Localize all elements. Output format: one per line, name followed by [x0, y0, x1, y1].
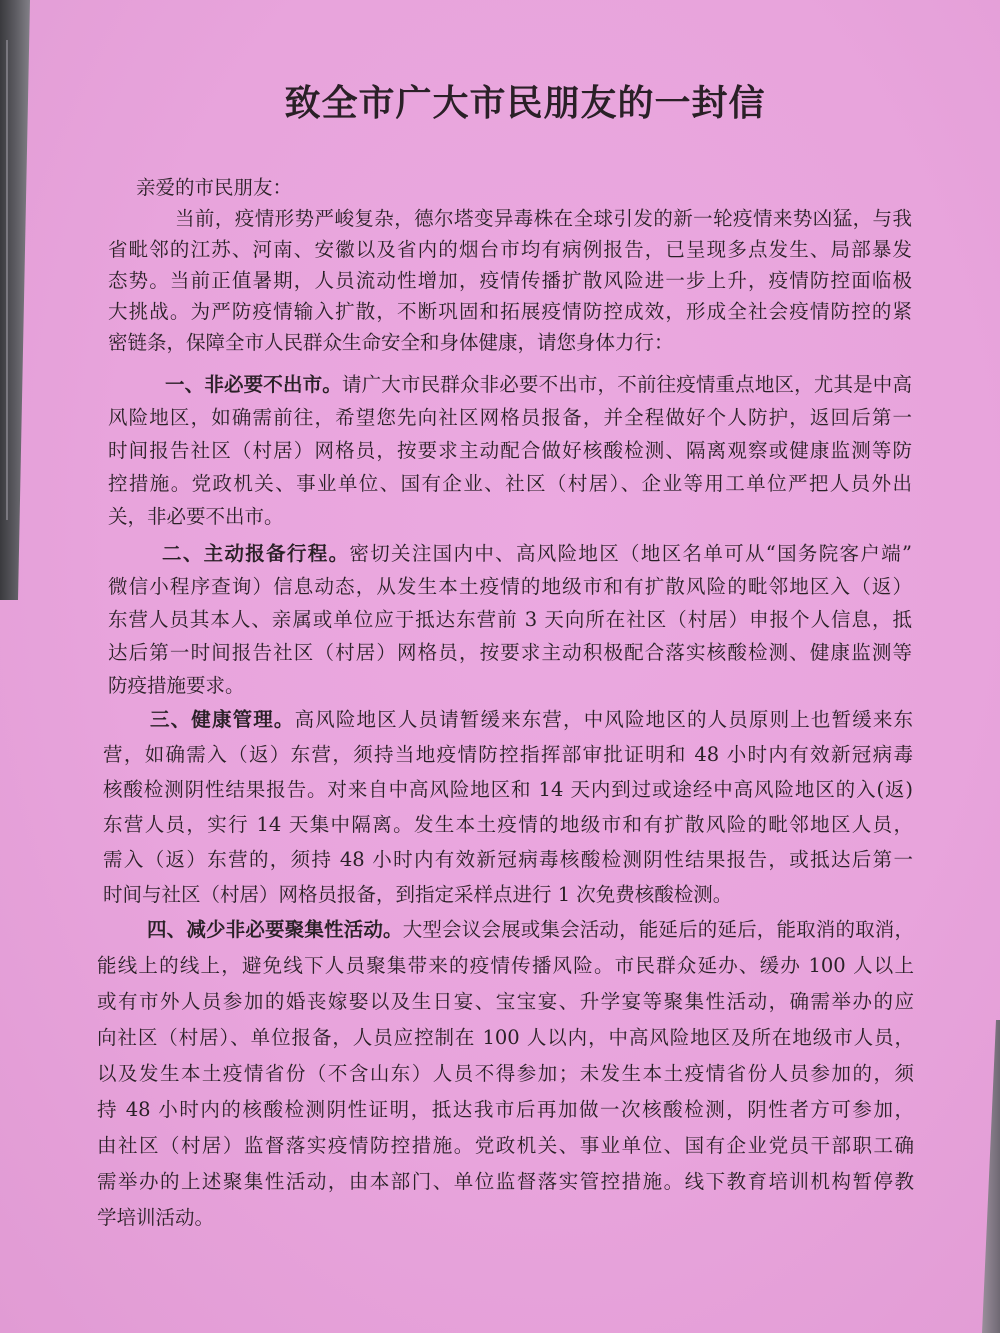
section-line-text: 密切关注国内中、高风险地区（地区名单可从“国务院客户端”	[349, 542, 912, 565]
section-line: 需入（返）东营的，须持 48 小时内有效新冠病毒核酸检测阴性结果报告，或抵达后第一	[103, 848, 913, 871]
intro-line: 密链条，保障全市人民群众生命安全和身体健康，请您身体力行：	[108, 331, 674, 354]
section-line: 持 48 小时内的核酸检测阴性证明，抵达我市后再加做一次核酸检测，阴性者方可参加，	[97, 1098, 914, 1121]
section-line: 需举办的上述聚集性活动，由本部门、单位监督落实管控措施。线下教育培训机构暂停教	[97, 1170, 914, 1193]
salutation-text: 亲爱的市民朋友：	[136, 176, 293, 199]
section-line: 向社区（村居）、单位报备，人员应控制在 100 人以内，中高风险地区及所在地级市人员，	[97, 1026, 914, 1049]
section-line: 微信小程序查询）信息动态，从发生本土疫情的地级市和有扩散风险的毗邻地区入（返）	[108, 575, 912, 598]
section-line: 能线上的线上，避免线下人员聚集带来的疫情传播风险。市民群众延办、缓办 100 人以上	[97, 954, 914, 977]
desk-edge-highlight	[6, 40, 8, 520]
letter-title: 致全市广大市民朋友的一封信	[284, 82, 766, 124]
section-line-text: 高风险地区人员请暂缓来东营，中风险地区的人员原则上也暂缓来东	[294, 708, 913, 731]
section-1-no-unnecessary-travel	[108, 368, 912, 533]
desk-edge-left	[0, 0, 34, 600]
section-line: 由社区（村居）监督落实疫情防控措施。党政机关、事业单位、国有企业党员干部职工确	[97, 1134, 914, 1157]
section-line	[108, 368, 912, 401]
section-line: 营，如确需入（返）东营，须持当地疫情防控指挥部审批证明和 48 小时内有效新冠病毒	[103, 743, 913, 766]
section-4-reduce-gatherings	[97, 912, 914, 1236]
section-3-health-management	[103, 702, 913, 912]
intro-paragraph	[108, 203, 912, 358]
section-heading: 二、主动报备行程。	[162, 542, 350, 565]
section-line: 时间与社区（村居）网格员报备，到指定采样点进行 1 次免费核酸检测。	[103, 883, 733, 906]
section-line: 防疫措施要求。	[108, 674, 245, 697]
section-line	[103, 702, 913, 737]
intro-line: 当前，疫情形势严峻复杂，德尔塔变异毒株在全球引发的新一轮疫情来势凶猛，与我	[175, 207, 912, 230]
section-line-text: 请广大市民群众非必要不出市，不前往疫情重点地区，尤其是中高	[341, 373, 912, 396]
section-line: 学培训活动。	[97, 1206, 215, 1229]
section-line: 或有市外人员参加的婚丧嫁娶以及生日宴、宝宝宴、升学宴等聚集性活动，确需举办的应	[97, 990, 914, 1013]
section-line: 核酸检测阴性结果报告。对来自中高风险地区和 14 天内到过或途经中高风险地区的入(返)	[103, 778, 913, 801]
desk-edge-right	[982, 1020, 1000, 1333]
section-2-report-itinerary	[108, 537, 912, 702]
section-line	[97, 912, 914, 948]
section-line: 风险地区，如确需前往，希望您先向社区网格员报备，并全程做好个人防护，返回后第一	[108, 406, 912, 429]
section-line	[108, 537, 912, 570]
section-heading: 三、健康管理。	[150, 708, 295, 731]
section-heading: 四、减少非必要聚集性活动。	[147, 918, 403, 941]
section-line-text: 大型会议会展或集会活动，能延后的延后，能取消的取消，	[402, 918, 914, 941]
intro-line: 态势。当前正值暑期，人员流动性增加，疫情传播扩散风险进一步上升，疫情防控面临极	[108, 269, 912, 292]
section-line: 以及发生本土疫情省份（不含山东）人员不得参加；未发生本土疫情省份人员参加的，须	[97, 1062, 914, 1085]
salutation	[136, 172, 536, 203]
section-line: 达后第一时间报告社区（村居）网格员，按要求主动积极配合落实核酸检测、健康监测等	[108, 641, 912, 664]
section-line: 时间报告社区（村居）网格员，按要求主动配合做好核酸检测、隔离观察或健康监测等防	[108, 439, 912, 462]
section-heading: 一、非必要不出市。	[165, 373, 342, 396]
intro-line: 省毗邻的江苏、河南、安徽以及省内的烟台市均有病例报告，已呈现多点发生、局部暴发	[108, 238, 912, 261]
section-line: 东营人员其本人、亲属或单位应于抵达东营前 3 天向所在社区（村居）申报个人信息，抵	[108, 608, 912, 631]
section-line: 东营人员，实行 14 天集中隔离。发生本土疫情的地级市和有扩散风险的毗邻地区人员，	[103, 813, 913, 836]
intro-line: 大挑战。为严防疫情输入扩散，不断巩固和拓展疫情防控成效，形成全社会疫情防控的紧	[108, 300, 912, 323]
section-line: 控措施。党政机关、事业单位、国有企业、社区（村居）、企业等用工单位严把人员外出	[108, 472, 912, 495]
section-line: 关，非必要不出市。	[108, 505, 284, 528]
